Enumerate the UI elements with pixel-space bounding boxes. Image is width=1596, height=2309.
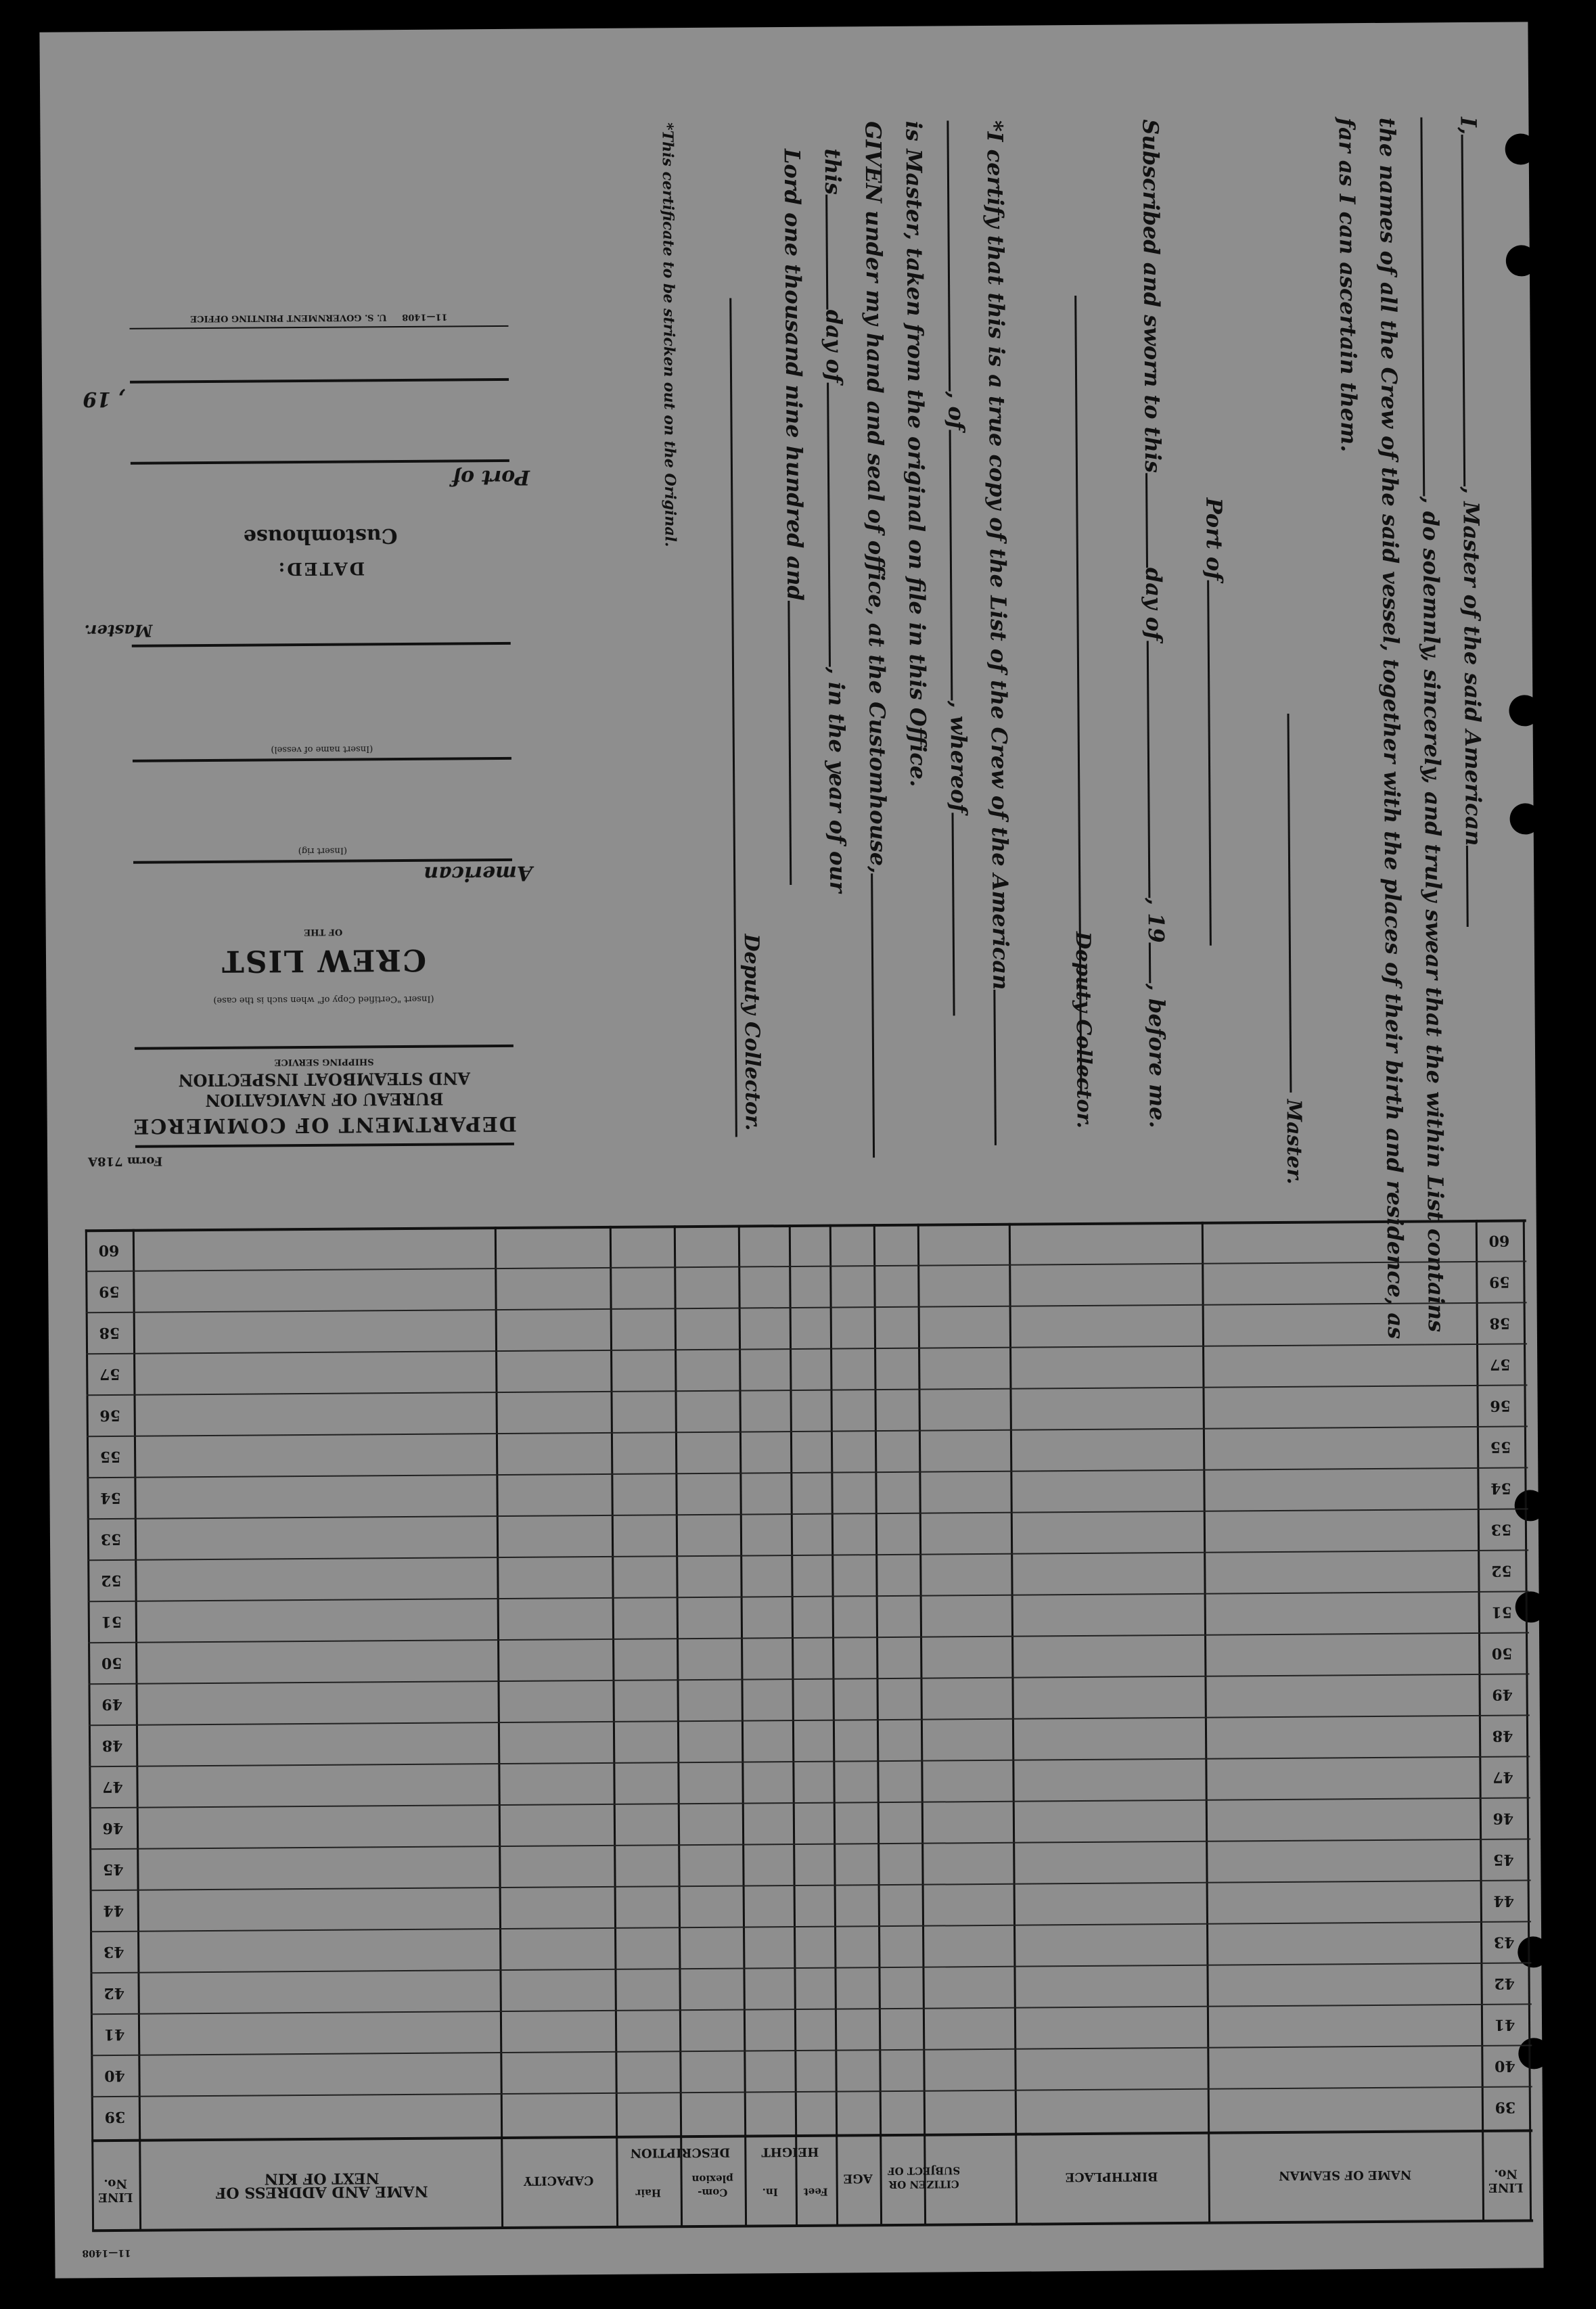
- line-number-left: 39: [104, 2107, 126, 2126]
- line-number-right: 50: [1491, 1644, 1513, 1662]
- certificate-line-1: *I certify that this is a true copy of the List of the Crew of the American: [982, 120, 1015, 1146]
- row-line: [88, 1673, 1529, 1685]
- row-line: [89, 1756, 1530, 1767]
- deputy-signature-line-2: [729, 298, 737, 1137]
- punch-hole: [1505, 133, 1536, 164]
- row-line: [90, 1962, 1531, 1973]
- header-complexion: Com-plexion: [691, 2172, 733, 2199]
- column-line: [789, 1225, 798, 2226]
- row-line: [89, 1797, 1530, 1808]
- line-number-right: 40: [1495, 2057, 1515, 2075]
- of-the-label: OF THE: [304, 926, 343, 938]
- header-line-no-left: LINE No.: [98, 2176, 133, 2205]
- line-number-left: 43: [103, 1942, 124, 1961]
- row-line: [87, 1425, 1528, 1437]
- row-line: [87, 1467, 1528, 1478]
- insert-certified-note: (Insert "Certified Copy of" when such is the case): [213, 993, 434, 1005]
- header-inches: In.: [762, 2186, 778, 2199]
- row-line: [88, 1591, 1529, 1602]
- column-line: [873, 1224, 882, 2225]
- dated-label: DATED:: [276, 557, 365, 579]
- deputy-collector-label-1: Deputy Collector.: [1070, 931, 1096, 1129]
- crew-list-sheet: [39, 22, 1543, 2278]
- row-line: [88, 1632, 1529, 1643]
- oath-line-2: , do solemnly, sincerely, and truly swear that the within List contains: [1415, 117, 1449, 1332]
- line-number-left: 42: [104, 1984, 125, 2003]
- line-number-right: 55: [1490, 1438, 1511, 1456]
- line-number-left: 56: [99, 1406, 121, 1425]
- header-seaman-name: NAME OF SEAMAN: [1278, 2167, 1412, 2183]
- line-number-left: 58: [99, 1323, 120, 1342]
- header-height: HEIGHT: [761, 2144, 819, 2159]
- line-number-right: 46: [1492, 1809, 1514, 1827]
- line-number-left: 49: [101, 1695, 123, 1714]
- punch-hole: [1506, 245, 1537, 276]
- line-number-left: 59: [99, 1282, 120, 1301]
- line-number-left: 54: [100, 1488, 121, 1507]
- master-label: Master.: [84, 620, 153, 641]
- port-line: [131, 459, 509, 465]
- insert-name-note: (Insert name of vessel): [271, 744, 373, 755]
- punch-hole: [1509, 695, 1540, 726]
- printer-imprint: [82, 311, 555, 324]
- rule: [135, 1045, 514, 1050]
- header-citizen: CITIZEN OR SUBJECT OF: [887, 2164, 961, 2191]
- line-number-right: 58: [1489, 1314, 1511, 1332]
- year-line: [130, 378, 509, 384]
- line-number-left: 57: [99, 1365, 120, 1384]
- column-line: [829, 1225, 838, 2226]
- bureau-line-2: AND STEAMBOAT INSPECTION: [178, 1068, 471, 1091]
- deputy-collector-label-2: Deputy Collector.: [739, 934, 765, 1131]
- line-number-right: 42: [1494, 1974, 1515, 1992]
- header-description: DESCRIPTION: [630, 2145, 731, 2160]
- column-line: [674, 1225, 683, 2226]
- line-number-right: 39: [1495, 2098, 1516, 2116]
- row-line: [86, 1302, 1527, 1313]
- master-signature-line: [1287, 714, 1292, 1093]
- column-line: [917, 1224, 926, 2225]
- rule: [129, 325, 508, 329]
- customhouse-label: Customhouse: [243, 524, 398, 549]
- row-line: [87, 1508, 1528, 1519]
- year-label: , 19: [83, 386, 125, 411]
- vessel-name-line: [133, 757, 511, 762]
- column-line: [1009, 1223, 1018, 2224]
- line-number-right: 51: [1491, 1603, 1513, 1621]
- department-title: DEPARTMENT OF COMMERCE: [132, 1111, 518, 1138]
- row-line: [91, 2086, 1532, 2097]
- column-line: [1202, 1222, 1210, 2223]
- row-line: [87, 1549, 1528, 1561]
- punch-hole: [1509, 803, 1541, 834]
- line-number-right: 49: [1492, 1685, 1513, 1704]
- header-line-no-right: LINE No.: [1488, 2166, 1524, 2195]
- header-hair: Hair: [635, 2187, 662, 2199]
- line-number-left: 53: [100, 1530, 122, 1549]
- certificate-line-6: Lord one thousand nine hundred and: [779, 149, 811, 885]
- printer-name: U. S. GOVERNMENT PRINTING OFFICE: [190, 312, 387, 324]
- oath-line-4: far as I can ascertain them.: [1333, 118, 1362, 453]
- row-line: [86, 1384, 1527, 1396]
- line-number-left: 46: [102, 1819, 124, 1837]
- line-number-right: 45: [1492, 1850, 1514, 1869]
- column-line: [133, 1229, 141, 2231]
- certificate-line-5: thisday of, in the year of our: [819, 148, 851, 893]
- column-line: [1523, 1219, 1532, 2220]
- line-number-right: 57: [1489, 1355, 1511, 1373]
- header-capacity: CAPACITY: [523, 2173, 594, 2188]
- header-next-of-kin: NAME AND ADDRESS OF NEXT OF KIN: [215, 2169, 428, 2201]
- row-line: [90, 1921, 1531, 1932]
- column-line: [610, 1226, 618, 2227]
- oath-line-1: I,, Master of the said American: [1455, 117, 1486, 928]
- header-birthplace: BIRTHPLACE: [1065, 2169, 1158, 2185]
- form-code: 11—1408: [82, 2247, 131, 2259]
- line-number-left: 52: [101, 1571, 122, 1590]
- form-number: Form 718A: [88, 1153, 163, 1169]
- line-number-right: 47: [1492, 1768, 1513, 1786]
- row-line: [89, 1714, 1530, 1726]
- crew-table: [85, 1219, 1533, 2231]
- subscribed-line: Subscribed and sworn to thisday of, 19, before me.: [1137, 119, 1170, 1128]
- line-number-right: 41: [1494, 2015, 1515, 2034]
- line-number-left: 51: [101, 1612, 122, 1631]
- line-number-right: 43: [1493, 1933, 1515, 1951]
- master-signature-label: Master.: [1281, 1099, 1306, 1185]
- line-number-left: 47: [102, 1777, 123, 1796]
- rule: [135, 1143, 514, 1148]
- cover-panel: [81, 150, 562, 1182]
- port-of-line: Port of: [1201, 497, 1230, 946]
- line-number-left: 41: [104, 2025, 125, 2044]
- insert-rig-note: (Insert rig): [298, 845, 348, 856]
- certificate-line-2: , of, whereof: [941, 120, 973, 1015]
- line-number-left: 45: [102, 1860, 124, 1879]
- shipping-service: SHIPPING SERVICE: [274, 1056, 374, 1068]
- printer-code: 11—1408: [402, 311, 448, 322]
- line-number-right: 56: [1490, 1396, 1511, 1415]
- header-feet: Feet: [803, 2185, 828, 2198]
- row-line: [89, 1838, 1530, 1850]
- row-line: [90, 1879, 1531, 1891]
- port-of-label: Port of: [452, 465, 530, 490]
- line-number-right: 60: [1488, 1231, 1510, 1250]
- row-line: [92, 2219, 1533, 2232]
- line-number-left: 48: [101, 1736, 123, 1755]
- certificate-line-4: GIVEN under my hand and seal of office, at the Customhouse,: [860, 121, 893, 1158]
- line-number-left: 60: [98, 1241, 120, 1260]
- header-line: [91, 2129, 1532, 2142]
- row-line: [91, 2003, 1532, 2015]
- line-number-left: 50: [101, 1653, 122, 1672]
- line-number-right: 52: [1490, 1561, 1512, 1580]
- american-label: American: [424, 861, 533, 886]
- column-line: [495, 1227, 503, 2228]
- row-line: [91, 2044, 1532, 2056]
- line-number-right: 44: [1493, 1892, 1515, 1910]
- line-number-right: 53: [1490, 1520, 1512, 1538]
- master-line: [132, 642, 511, 647]
- oath-line-3: the names of all the Crew of the said vessel, together with the places of their birth and residence, as: [1374, 117, 1409, 1340]
- certificate-line-3: is Master, taken from the original on file in this Office.: [900, 120, 932, 787]
- row-line: [86, 1343, 1527, 1354]
- line-number-left: 44: [103, 1901, 124, 1920]
- crew-list-title: CREW LIST: [220, 942, 427, 978]
- row-line: [85, 1260, 1526, 1272]
- line-number-right: 48: [1492, 1727, 1513, 1745]
- line-number-left: 55: [99, 1447, 121, 1466]
- line-number-right: 59: [1488, 1273, 1510, 1291]
- footnote: *This certificate to be stricken out on the Original.: [658, 122, 679, 547]
- bureau-line-1: BUREAU OF NAVIGATION: [205, 1089, 444, 1111]
- header-age: AGE: [843, 2171, 873, 2186]
- line-number-left: 40: [104, 2066, 125, 2085]
- column-line: [738, 1225, 747, 2226]
- line-number-right: 54: [1490, 1479, 1511, 1497]
